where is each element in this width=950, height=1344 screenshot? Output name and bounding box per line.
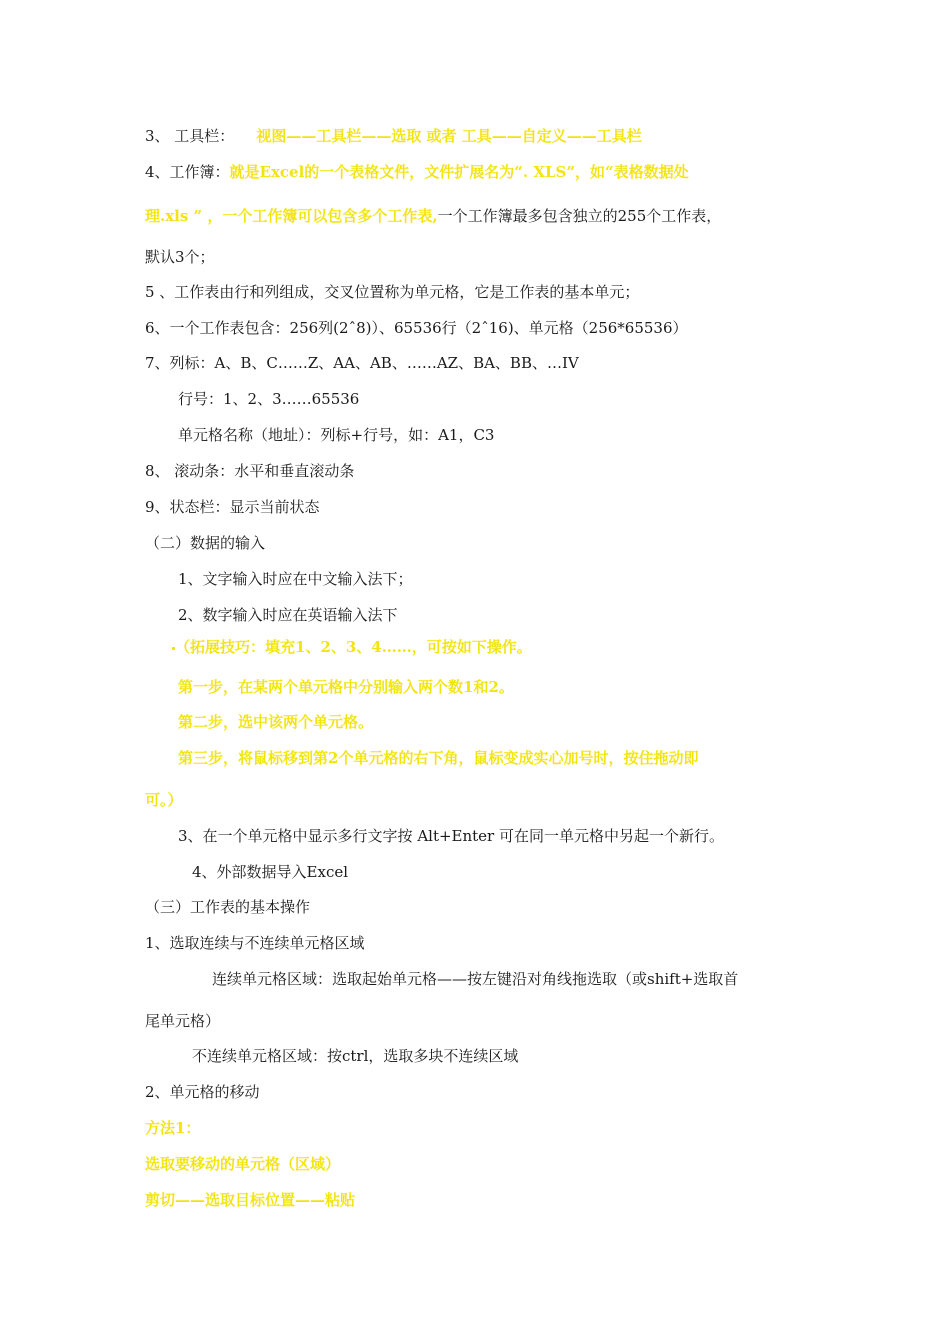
method-1-step-1: 选取要移动的单元格（区域） <box>145 1155 341 1173</box>
noncontiguous-range-line: 不连续单元格区域：按ctrl，选取多块不连续区域 <box>192 1047 519 1065</box>
tip-step-1: 第一步，在某两个单元格中分别输入两个数1和2。 <box>178 678 514 696</box>
text-input-line: 1、文字输入时应在中文输入法下； <box>178 570 413 588</box>
select-range-line: 1、选取连续与不连续单元格区域 <box>145 934 365 952</box>
toolbar-line <box>145 126 642 146</box>
section-sheet-ops-heading: （三）工作表的基本操作 <box>145 898 311 916</box>
toolbar-term: 3、 工具栏： <box>145 127 235 145</box>
workbook-line-cont <box>145 206 721 226</box>
row-number-line: 行号：1、2、3……65536 <box>178 390 360 408</box>
method-1-label: 方法1： <box>145 1119 201 1137</box>
workbook-definition: 就是Excel的一个表格文件，文件扩展名为“. XLS”，如“表格数据处 <box>229 163 689 181</box>
workbook-definition-cont: 理.xls ” ，一个工作簿可以包含多个工作表, <box>145 207 438 225</box>
tip-text: （拓展技巧：填充1、2、3、4……，可按如下操作。 <box>175 638 532 656</box>
method-1-step-2: 剪切——选取目标位置——粘贴 <box>145 1191 356 1209</box>
tip-step-2: 第二步，选中该两个单元格。 <box>178 713 374 731</box>
workbook-term: 4、工作簿： <box>145 163 230 181</box>
contiguous-range-line: 连续单元格区域：选取起始单元格——按左键沿对角线拖选取（或shift+选取首 <box>212 970 739 988</box>
toolbar-definition: 视图——工具栏——选取 或者 工具——自定义——工具栏 <box>256 127 642 145</box>
column-label-line: 7、列标：A、B、C……Z、AA、AB、……AZ、BA、BB、…IV <box>145 354 579 372</box>
tip-step-3-cont: 可。） <box>145 791 183 809</box>
tip-line <box>172 637 532 657</box>
worksheet-size-line: 6、一个工作表包含：256列(2ˆ8)）、65536行（2ˆ16)、单元格（256*65536） <box>145 319 688 337</box>
tip-step-3: 第三步，将鼠标移到第2个单元格的右下角，鼠标变成实心加号时，按住拖动即 <box>178 749 699 767</box>
number-input-line: 2、数字输入时应在英语输入法下 <box>178 606 398 624</box>
external-data-line: 4、外部数据导入Excel <box>192 863 349 881</box>
worksheet-line: 5 、工作表由行和列组成，交叉位置称为单元格，它是工作表的基本单元； <box>145 283 640 301</box>
statusbar-line: 9、状态栏：显示当前状态 <box>145 498 320 516</box>
workbook-line <box>145 162 689 182</box>
scrollbar-line: 8、 滚动条：水平和垂直滚动条 <box>145 462 355 480</box>
workbook-max-sheets: 一个工作簿最多包含独立的255个工作表， <box>437 207 722 225</box>
cell-move-heading: 2、单元格的移动 <box>145 1083 260 1101</box>
workbook-default-line: 默认3个； <box>145 248 215 266</box>
contiguous-range-cont: 尾单元格） <box>145 1012 221 1030</box>
section-data-input-heading: （二）数据的输入 <box>145 534 266 552</box>
multiline-text-line: 3、在一个单元格中显示多行文字按 Alt+Enter 可在同一单元格中另起一个新行。 <box>178 827 724 845</box>
cell-name-line: 单元格名称（地址）：列标+行号，如：A1，C3 <box>178 426 495 444</box>
